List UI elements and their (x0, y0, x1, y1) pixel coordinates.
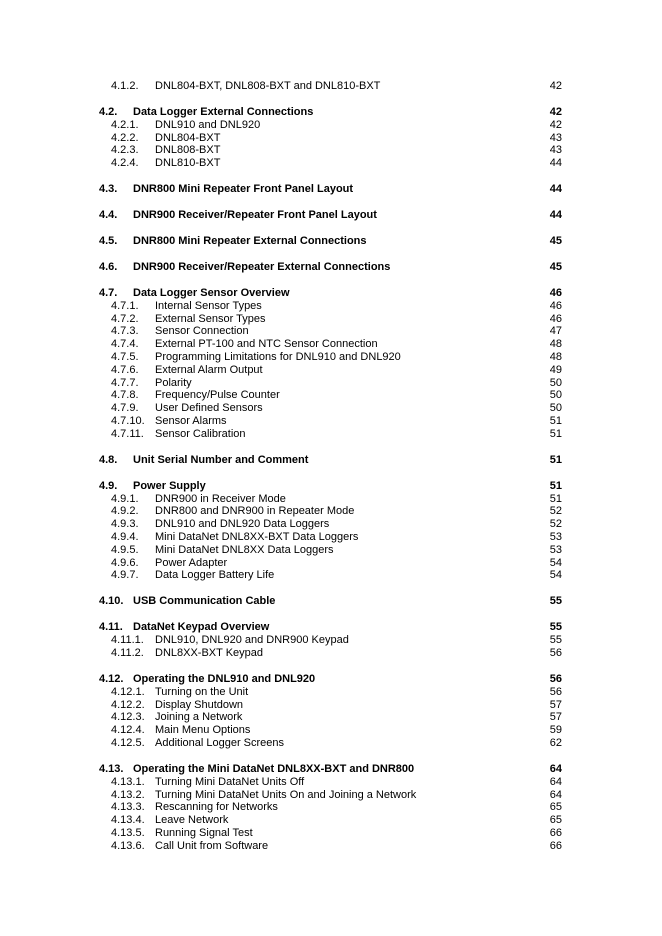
toc-section-entry[interactable] (99, 235, 562, 248)
toc-entry-number: 4.7.3. (111, 325, 139, 338)
toc-entry-page-number: 51 (549, 427, 562, 440)
toc-subsection-entry[interactable] (99, 557, 562, 570)
toc-entry-page-number: 46 (549, 312, 562, 325)
toc-entry-number: 4.2.2. (111, 131, 139, 144)
toc-entry-number: 4.13.4. (111, 814, 145, 827)
toc-entry-title: Turning Mini DataNet Units On and Joining a Network (155, 788, 417, 801)
toc-subsection-entry[interactable] (99, 80, 562, 93)
toc-entry-page-number: 45 (549, 235, 562, 248)
toc-entry-page-number: 48 (549, 338, 562, 351)
toc-entry-title: DNL810-BXT (155, 157, 221, 170)
toc-entry-title: DNL910, DNL920 and DNR900 Keypad (155, 634, 349, 647)
toc-section-entry[interactable] (99, 621, 562, 634)
toc-section-entry[interactable] (99, 261, 562, 274)
toc-entry-page-number: 56 (549, 672, 562, 685)
toc-subsection-entry[interactable] (99, 157, 562, 170)
toc-entry-number: 4.10. (99, 595, 124, 608)
toc-entry-page-number: 44 (549, 183, 562, 196)
toc-entry-page-number: 65 (549, 801, 562, 814)
toc-subsection-entry[interactable] (99, 144, 562, 157)
toc-entry-title: DNR900 in Receiver Mode (155, 492, 286, 505)
toc-entry-page-number: 56 (549, 646, 562, 659)
toc-subsection-entry[interactable] (99, 840, 562, 853)
toc-entry-page-number: 46 (549, 299, 562, 312)
toc-entry-page-number: 64 (549, 762, 562, 775)
toc-entry-page-number: 57 (549, 711, 562, 724)
toc-entry-page-number: 43 (549, 144, 562, 157)
toc-entry-page-number: 48 (549, 351, 562, 364)
toc-subsection-entry[interactable] (99, 300, 562, 313)
toc-entry-page-number: 55 (549, 634, 562, 647)
toc-entry-title: Main Menu Options (155, 724, 251, 737)
toc-entry-number: 4.7.4. (111, 338, 139, 351)
toc-entry-page-number: 64 (549, 788, 562, 801)
toc-subsection-entry[interactable] (99, 119, 562, 132)
toc-entry-number: 4.2.4. (111, 157, 139, 170)
toc-entry-title: Mini DataNet DNL8XX-BXT Data Loggers (155, 531, 359, 544)
toc-entry-title: Power Supply (133, 479, 206, 492)
toc-entry-title: Rescanning for Networks (155, 801, 278, 814)
toc-entry-number: 4.9.6. (111, 556, 139, 569)
toc-entry-title: Operating the Mini DataNet DNL8XX-BXT and DNR800 (133, 762, 415, 775)
toc-entry-number: 4.8. (99, 453, 118, 466)
toc-entry-page-number: 54 (549, 569, 562, 582)
toc-entry-title: Internal Sensor Types (155, 299, 262, 312)
toc-entry-number: 4.13.2. (111, 788, 145, 801)
toc-entry-page-number: 57 (549, 698, 562, 711)
toc-subsection-entry[interactable] (99, 634, 562, 647)
toc-entry-title: Frequency/Pulse Counter (155, 389, 280, 402)
toc-entry-title: DNR800 and DNR900 in Repeater Mode (155, 505, 355, 518)
toc-entry-page-number: 42 (549, 118, 562, 131)
toc-entry-title: USB Communication Cable (133, 595, 276, 608)
toc-entry-number: 4.3. (99, 183, 118, 196)
toc-entry-page-number: 45 (549, 261, 562, 274)
toc-section-entry[interactable] (99, 480, 562, 493)
toc-entry-number: 4.12.5. (111, 736, 145, 749)
toc-subsection-entry[interactable] (99, 338, 562, 351)
toc-entry-page-number: 46 (549, 287, 562, 300)
toc-subsection-entry[interactable] (99, 789, 562, 802)
toc-entry-page-number: 51 (549, 453, 562, 466)
toc-entry-number: 4.12.1. (111, 685, 145, 698)
toc-subsection-entry[interactable] (99, 814, 562, 827)
toc-entry-title: Sensor Calibration (155, 427, 246, 440)
toc-subsection-entry[interactable] (99, 364, 562, 377)
toc-section-entry[interactable] (99, 454, 562, 467)
toc-subsection-entry[interactable] (99, 351, 562, 364)
toc-entry-page-number: 55 (549, 621, 562, 634)
toc-entry-number: 4.9.7. (111, 569, 139, 582)
toc-entry-title: User Defined Sensors (155, 402, 263, 415)
toc-entry-title: Sensor Alarms (155, 415, 227, 428)
toc-entry-number: 4.13.1. (111, 775, 145, 788)
toc-subsection-entry[interactable] (99, 518, 562, 531)
toc-entry-title: Power Adapter (155, 556, 228, 569)
toc-entry-page-number: 51 (549, 415, 562, 428)
toc-entry-number: 4.5. (99, 235, 118, 248)
toc-entry-title: Additional Logger Screens (155, 736, 285, 749)
toc-entry-page-number: 56 (549, 685, 562, 698)
toc-subsection-entry[interactable] (99, 325, 562, 338)
toc-entry-title: DNL8XX-BXT Keypad (155, 646, 264, 659)
toc-entry-title: DNR800 Mini Repeater Front Panel Layout (133, 183, 354, 196)
toc-entry-page-number: 66 (549, 826, 562, 839)
toc-entry-page-number: 64 (549, 775, 562, 788)
toc-entry-page-number: 52 (549, 505, 562, 518)
toc-entry-number: 4.9.3. (111, 518, 139, 531)
toc-entry-number: 4.2.1. (111, 118, 139, 131)
toc-entry-number: 4.2. (99, 105, 118, 118)
toc-subsection-entry[interactable] (99, 544, 562, 557)
toc-entry-page-number: 51 (549, 492, 562, 505)
toc-entry-number: 4.11.2. (111, 646, 144, 659)
toc-entry-page-number: 50 (549, 402, 562, 415)
toc-entry-number: 4.7.2. (111, 312, 139, 325)
table-of-contents (99, 80, 562, 853)
toc-entry-page-number: 43 (549, 131, 562, 144)
toc-subsection-entry[interactable] (99, 801, 562, 814)
toc-entry-title: Call Unit from Software (155, 839, 269, 852)
toc-entry-title: DNL804-BXT (155, 131, 221, 144)
toc-entry-number: 4.9.2. (111, 505, 139, 518)
toc-entry-page-number: 42 (549, 105, 562, 118)
toc-entry-number: 4.6. (99, 261, 118, 274)
toc-entry-number: 4.7. (99, 287, 118, 300)
toc-entry-number: 4.13. (99, 762, 124, 775)
toc-section-entry[interactable] (99, 106, 562, 119)
toc-entry-number: 4.12. (99, 672, 124, 685)
toc-entry-title: DNL910 and DNL920 Data Loggers (155, 518, 330, 531)
toc-entry-number: 4.7.11. (111, 427, 144, 440)
toc-entry-number: 4.9. (99, 479, 118, 492)
toc-section-entry[interactable] (99, 209, 562, 222)
toc-entry-number: 4.12.2. (111, 698, 145, 711)
toc-entry-title: Display Shutdown (155, 698, 244, 711)
toc-entry-page-number: 50 (549, 389, 562, 402)
toc-subsection-entry[interactable] (99, 531, 562, 544)
toc-entry-number: 4.7.1. (111, 299, 139, 312)
toc-entry-number: 4.4. (99, 209, 118, 222)
toc-subsection-entry[interactable] (99, 569, 562, 582)
toc-subsection-entry[interactable] (99, 493, 562, 506)
toc-entry-number: 4.12.3. (111, 711, 145, 724)
toc-entry-title: DNL804-BXT, DNL808-BXT and DNL810-BXT (155, 80, 381, 92)
toc-entry-number: 4.13.6. (111, 839, 145, 852)
toc-entry-page-number: 49 (549, 363, 562, 376)
toc-entry-title: Unit Serial Number and Comment (133, 453, 309, 466)
toc-entry-page-number: 66 (549, 839, 562, 852)
toc-entry-title: Operating the DNL910 and DNL920 (133, 672, 316, 685)
toc-section-entry[interactable] (99, 673, 562, 686)
toc-subsection-entry[interactable] (99, 724, 562, 737)
toc-entry-number: 4.7.6. (111, 363, 139, 376)
toc-entry-number: 4.11. (99, 621, 123, 634)
toc-entry-page-number: 52 (549, 518, 562, 531)
toc-entry-title: Mini DataNet DNL8XX Data Loggers (155, 543, 334, 556)
toc-entry-title: Turning on the Unit (155, 685, 249, 698)
toc-entry-number: 4.7.9. (111, 402, 139, 415)
toc-entry-title: Polarity (155, 376, 192, 389)
toc-section-entry[interactable] (99, 595, 562, 608)
toc-subsection-entry[interactable] (99, 686, 562, 699)
toc-entry-page-number: 51 (549, 479, 562, 492)
toc-entry-number: 4.2.3. (111, 144, 139, 157)
toc-entry-page-number: 53 (549, 531, 562, 544)
toc-subsection-entry[interactable] (99, 402, 562, 415)
toc-entry-page-number: 65 (549, 814, 562, 827)
toc-entry-number: 4.9.5. (111, 543, 139, 556)
toc-entry-page-number: 53 (549, 543, 562, 556)
toc-entry-title: Sensor Connection (155, 325, 249, 338)
toc-entry-title: DNL910 and DNL920 (155, 118, 261, 131)
toc-subsection-entry[interactable] (99, 377, 562, 390)
toc-entry-page-number: 50 (549, 376, 562, 389)
toc-entry-number: 4.13.3. (111, 801, 145, 814)
toc-entry-title: DNL808-BXT (155, 144, 221, 157)
toc-entry-page-number: 44 (549, 209, 562, 222)
toc-entry-title: DNR800 Mini Repeater External Connections (133, 235, 367, 248)
toc-subsection-entry[interactable] (99, 389, 562, 402)
toc-entry-title: Turning Mini DataNet Units Off (155, 775, 305, 788)
toc-entry-title: Data Logger Sensor Overview (133, 287, 290, 300)
toc-entry-number: 4.9.1. (111, 492, 139, 505)
toc-entry-number: 4.7.8. (111, 389, 139, 402)
toc-entry-title: Data Logger External Connections (133, 105, 314, 118)
toc-entry-number: 4.1.2. (111, 80, 139, 92)
toc-subsection-entry[interactable] (99, 505, 562, 518)
toc-subsection-entry[interactable] (99, 776, 562, 789)
toc-entry-number: 4.13.5. (111, 826, 145, 839)
toc-subsection-entry[interactable] (99, 313, 562, 326)
toc-entry-page-number: 42 (549, 80, 562, 92)
toc-entry-title: Programming Limitations for DNL910 and DNL920 (155, 351, 401, 364)
toc-entry-title: DNR900 Receiver/Repeater External Connections (133, 261, 391, 274)
toc-section-entry[interactable] (99, 763, 562, 776)
toc-entry-page-number: 47 (549, 325, 562, 338)
toc-subsection-entry[interactable] (99, 415, 562, 428)
toc-entry-title: DNR900 Receiver/Repeater Front Panel Layout (133, 209, 377, 222)
toc-subsection-entry[interactable] (99, 699, 562, 712)
toc-entry-page-number: 44 (549, 157, 562, 170)
toc-subsection-entry[interactable] (99, 647, 562, 660)
toc-entry-number: 4.7.10. (111, 415, 145, 428)
toc-subsection-entry[interactable] (99, 711, 562, 724)
toc-entry-page-number: 55 (549, 595, 562, 608)
toc-entry-page-number: 59 (549, 724, 562, 737)
toc-subsection-entry[interactable] (99, 428, 562, 441)
toc-subsection-entry[interactable] (99, 132, 562, 145)
toc-entry-number: 4.7.7. (111, 376, 139, 389)
toc-entry-title: DataNet Keypad Overview (133, 621, 270, 634)
toc-section-entry[interactable] (99, 287, 562, 300)
toc-subsection-entry[interactable] (99, 827, 562, 840)
toc-section-entry[interactable] (99, 183, 562, 196)
toc-entry-title: Running Signal Test (155, 826, 253, 839)
toc-entry-title: External Sensor Types (155, 312, 266, 325)
toc-entry-title: Joining a Network (155, 711, 243, 724)
toc-entry-title: Leave Network (155, 814, 229, 827)
toc-subsection-entry[interactable] (99, 737, 562, 750)
toc-entry-page-number: 54 (549, 556, 562, 569)
toc-entry-title: External PT-100 and NTC Sensor Connection (155, 338, 378, 351)
toc-entry-number: 4.12.4. (111, 724, 145, 737)
toc-entry-page-number: 62 (549, 736, 562, 749)
toc-entry-number: 4.7.5. (111, 351, 139, 364)
toc-entry-number: 4.11.1. (111, 634, 144, 647)
toc-entry-title: External Alarm Output (155, 363, 263, 376)
toc-entry-number: 4.9.4. (111, 531, 139, 544)
toc-entry-title: Data Logger Battery Life (155, 569, 275, 582)
